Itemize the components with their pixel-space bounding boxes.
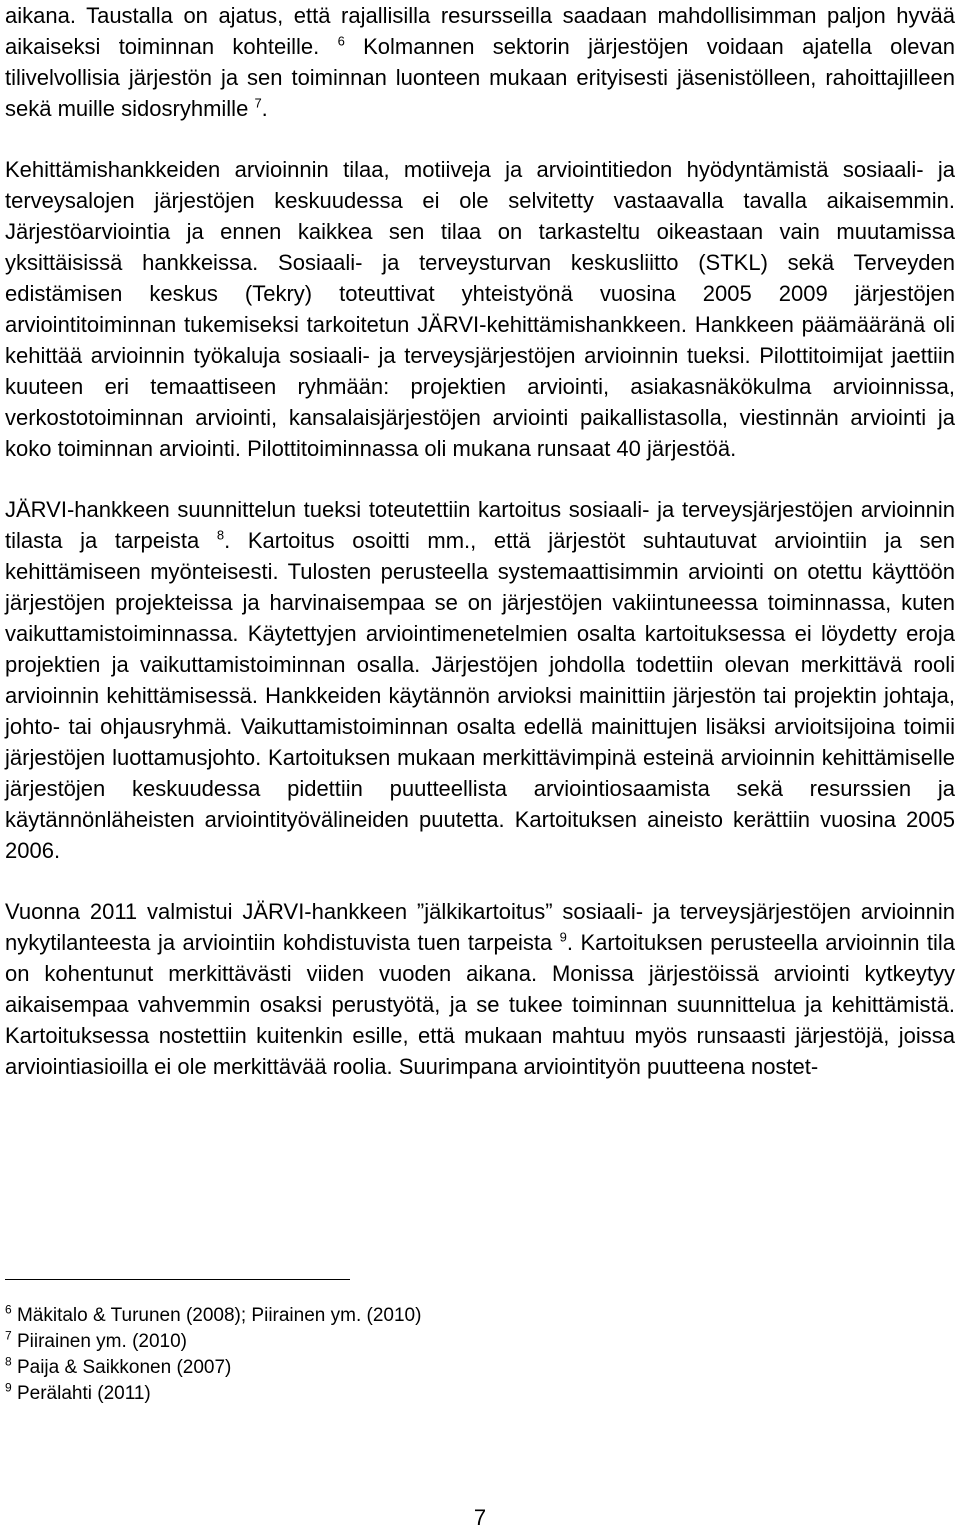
paragraph-development-projects <box>5 154 955 464</box>
footnote-separator <box>5 1279 350 1280</box>
paragraph-text: aikana. Taustalla on ajatus, että rajallisilla resursseilla saadaan mahdollisimman paljon hyvää aikaiseksi toiminnan kohteille. <box>5 3 955 59</box>
footnote-item <box>5 1381 905 1407</box>
footnote-text: Perälahti (2011) <box>16 1383 151 1404</box>
paragraph-text: . Kartoitus osoitti mm., että järjestöt suhtautuvat arviointiin ja sen kehittämiseen myönteisesti. Tulosten perusteella systemaattisimmin arviointi on otettu käyttöön järjestöjen projekteissa ja harvinaisempaa se on järjestöjen vakiintuneessa toiminnassa, kuten vaikuttamistoiminnassa. Käytettyjen arviointimenetelmien osalta kartoituksessa ei löydetty eroja projektien ja vaikuttamistoiminnan osalla. Järjestöjen johdolla todettiin olevan merkittävä rooli arvioinnin kehittämisessä. Hankkeiden käytännön arvioksi mainittiin järjestön tai projektin johtaja, johto- tai ohjausryhmä. Vaikuttamistoiminnan osalta edellä mainittujen lisäksi arvioitsijoina toimii järjestöjen luottamusjohto. Kartoituksen mukaan merkittävimpinä esteinä arvioinnin kehittämiselle järjestöjen keskuudessa pidettiin puutteellista arviointiosaamista sekä resurssien ja käytännönläheisten arviointityövälineiden puutetta. Kartoituksen aineisto kerättiin vuosina 2005 2006. <box>5 528 955 863</box>
page-number: 7 <box>473 1505 487 1530</box>
paragraph-survey <box>5 494 955 866</box>
paragraph-text: . Kartoituksen perusteella arvioinnin tila on kohentunut merkittävästi viiden vuoden aikana. Monissa järjestöissä arviointi kytkeytyy aikaisempaa vahvemmin osaksi perustyötä, ja se tukee toiminnan suunnittelua ja kehittämistä. Kartoituksessa nostettiin kuitenkin esille, että mukaan mahtuu myös runsaasti järjestöjä, joissa arviointiasioilla ei ole merkittävää roolia. Suurimpana arviointityön puutteena nostet- <box>5 930 955 1079</box>
paragraph-spacer <box>5 866 955 896</box>
paragraph-text: JÄRVI-hankkeen suunnittelun tueksi toteutettiin kartoitus sosiaali- ja terveysjärjestöjen arvioinnin tilasta ja tarpeista <box>5 497 955 553</box>
footnote-number: 6 <box>5 1302 12 1317</box>
footnote-ref: 6 <box>337 33 345 49</box>
paragraph-text: Vuonna 2011 valmistui JÄRVI-hankkeen ”jälkikartoitus” sosiaali- ja terveysjärjestöjen arvioinnin nykytilanteesta ja arviointiin kohdistuvista tuen tarpeista <box>5 899 955 955</box>
footnote-text: Piirainen ym. (2010) <box>16 1331 187 1352</box>
footnote-ref: 7 <box>254 95 262 111</box>
document-body <box>5 0 955 1082</box>
footnote-item <box>5 1303 905 1329</box>
footnote-ref: 8 <box>216 527 225 543</box>
footnote-number: 9 <box>5 1380 12 1395</box>
paragraph-spacer <box>5 464 955 494</box>
footnote-text: Mäkitalo & Turunen (2008); Piirainen ym. (2010) <box>16 1305 422 1326</box>
footnote-number: 7 <box>5 1328 12 1343</box>
paragraph-spacer <box>5 124 955 154</box>
paragraph-text: Kolmannen sektorin järjestöjen voidaan ajatella olevan tilivelvollisia järjestön ja sen toiminnan luonteen mukaan erityisesti jäsenistölleen, rahoittajilleen sekä muille sidosryhmille <box>5 34 955 121</box>
paragraph-text: Kehittämishankkeiden arvioinnin tilaa, motiiveja ja arviointitiedon hyödyntämistä sosiaali- ja terveysalojen järjestöjen keskuudessa ei ole selvitetty vastaavalla tavalla aikaisemmin. Järjestöarviointia ja ennen kaikkea sen tilaa on tarkasteltu oikeastaan vain muutamissa yksittäisissä hankkeissa. Sosiaali- ja terveysturvan keskusliitto (STKL) sekä Terveyden edistämisen keskus (Tekry) toteuttivat yhteistyönä vuosina 2005 2009 järjestöjen arviointitoiminnan tukemiseksi tarkoitetun JÄRVI-kehittämishankkeen. Hankkeen päämääränä oli kehittää arvioinnin työkaluja sosiaali- ja terveysjärjestöjen arvioinnin tueksi. Pilottitoimijat jaettiin kuuteen eri temaattiseen ryhmään: projektien arviointi, asiakasnäkökulma arvioinnissa, verkostotoiminnan arviointi, kansalaisjärjestöjen arviointi paikallistasolla, viestinnän arviointi ja koko toiminnan arviointi. Pilottitoiminnassa oli mukana runsaat 40 järjestöä. <box>5 157 955 461</box>
footnote-item <box>5 1329 905 1355</box>
footnote-ref: 9 <box>559 929 567 945</box>
footnote-number: 8 <box>5 1354 12 1369</box>
paragraph-text: . <box>261 96 268 121</box>
paragraph-intro <box>5 0 955 124</box>
paragraph-follow-up-survey <box>5 896 955 1082</box>
footnote-item <box>5 1355 905 1381</box>
footnotes <box>5 1303 905 1407</box>
footnote-text: Paija & Saikkonen (2007) <box>16 1357 232 1378</box>
